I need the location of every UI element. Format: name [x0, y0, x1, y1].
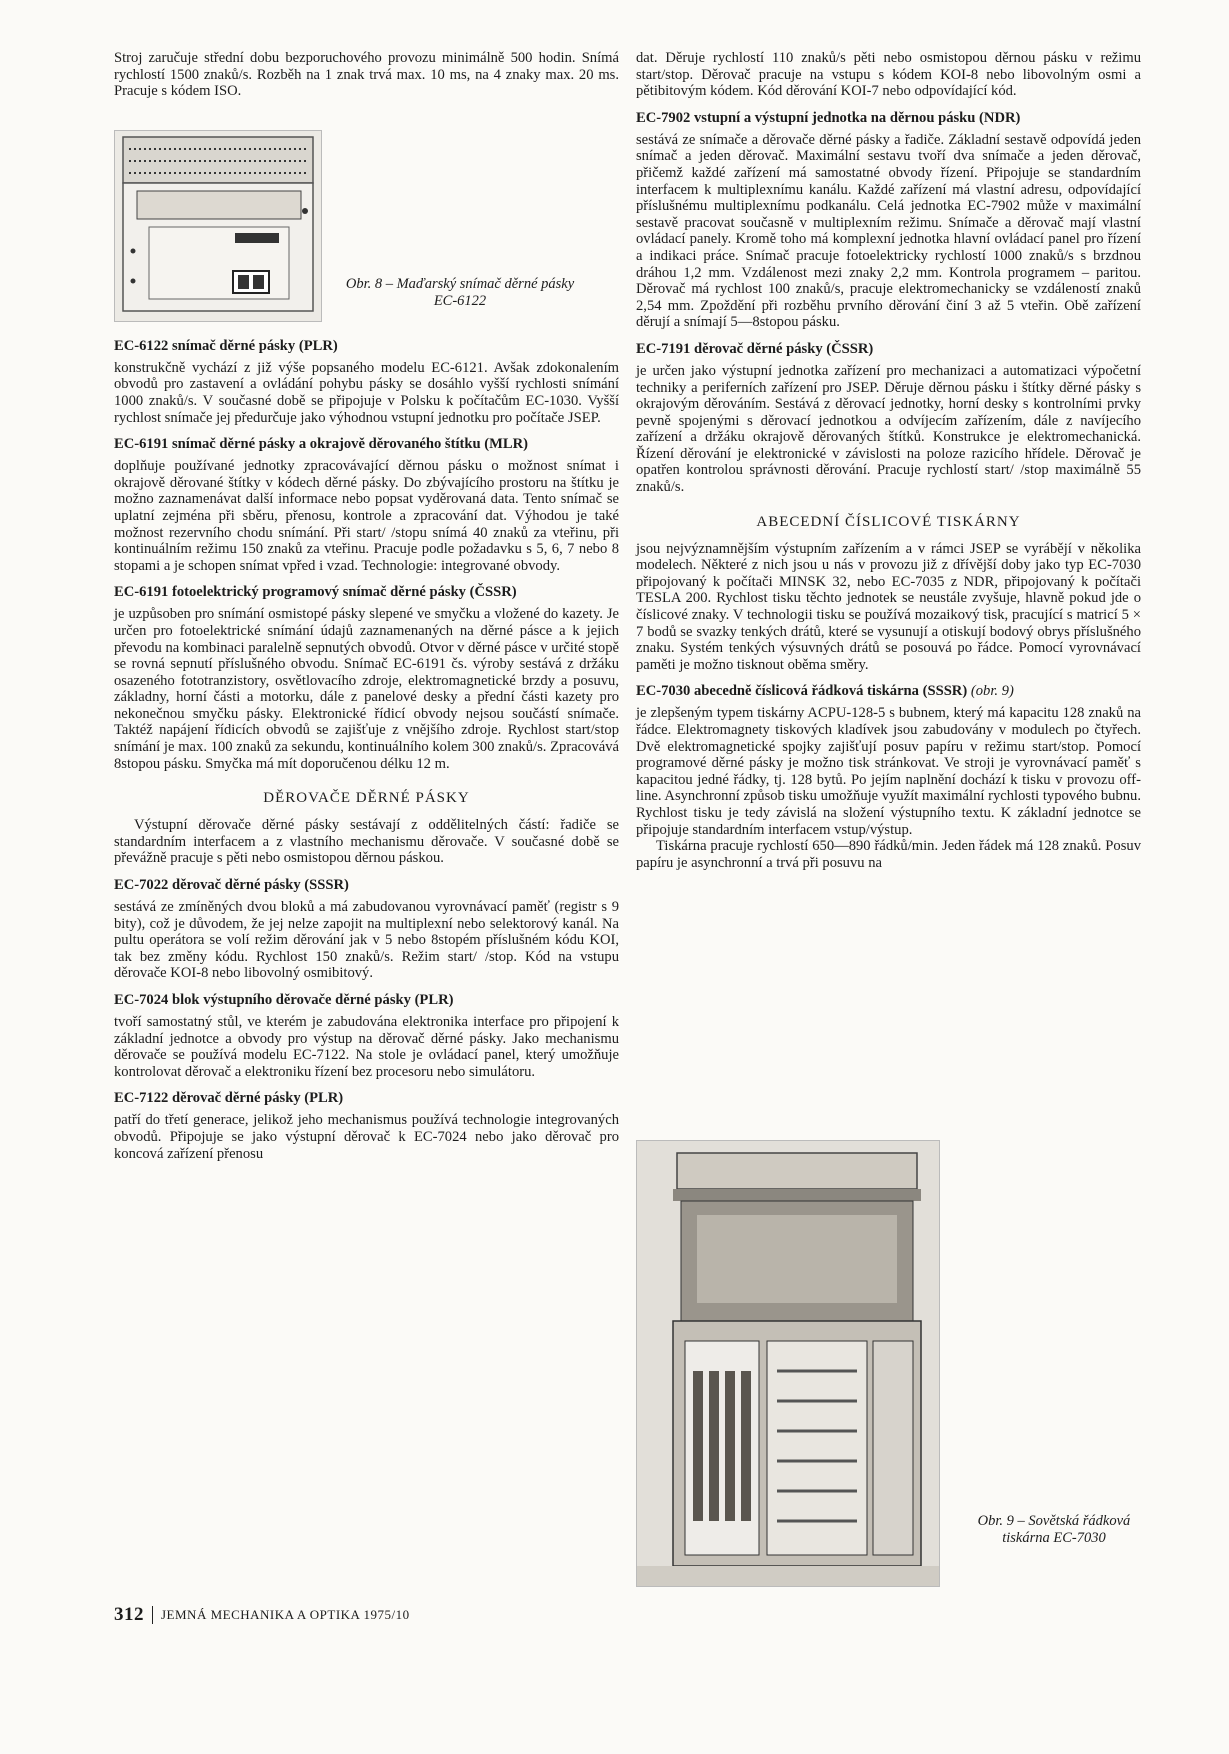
paragraph-derovace: Výstupní děrovače děrné pásky sestávají z oddělitelných částí: řadiče se standardním interfacem a z vlastního mechanismu děrovače. V současné době se převážně pracuje s pěti nebo osmistopou děrnou páskou. — [114, 817, 619, 867]
paragraph-intro-right: dat. Děruje rychlostí 110 znaků/s pěti nebo osmistopou děrnou pásku v režimu start/stop. Děrovač pracuje na vstupu s kódem KOI-8 nebo libovolným osmi a pětibitovým kódem. Kód děrování KOI-7 nebo odpovídající kód. — [636, 50, 1141, 100]
heading-ec-7030-text: EC-7030 abecedně číslicová řádková tiskárna (SSSR) — [636, 683, 968, 700]
journal-title: JEMNÁ MECHANIKA A OPTIKA 1975/10 — [161, 1607, 410, 1622]
figure-9-reference: (obr. 9) — [970, 683, 1014, 700]
heading-ec-7030 — [636, 683, 1141, 700]
page-number: 312 — [114, 1604, 144, 1625]
right-column — [636, 50, 1141, 871]
paragraph-ec-7122: patří do třetí generace, jelikož jeho mechanismus používá technologie integrovaných obvodů. Připojuje se jako výstupní děrovač k EC-7024 nebo jako děrovač pro koncová zařízení přenosu — [114, 1112, 619, 1162]
footer-divider — [152, 1606, 153, 1624]
paragraph-ec-6122: konstrukčně vychází z již výše popsaného modelu EC-6121. Avšak zdokonalením obvodů pro zastavení a ovládání pohybu pásky se dosáhlo vyšší rychlosti snímání 1000 znaků/s. V současné době se připojuje v Polsku k počítačům EC-1030. Vyšší rychlost snímače jej předurčuje jako výhodnou vstupní jednotku pro počítače JSEP. — [114, 359, 619, 426]
paragraph-tiskarny: jsou nejvýznamnějším výstupním zařízením a v rámci JSEP se vyrábějí v několika modelech. Některé z nich jsou u nás v provozu již z dřívější doby jako typ EC-7030 připojovaný k počítači MINSK 32, nebo EC-7035 z NDR, připojovaný k počítači TESLA 200. Rychlost tisku těchto jednotek se neustále zvyšuje, hlavně pokud jde o číslicové znaky. V technologii tisku se používá mozaikový tisk, pracující s matricí 5 × 7 bodů se svazky tenkých drátů, které se vysunují a otiskují bodový obrys příslušného znaku. Systém tenkých výsuvných drátů se posouvá po řádce. Pomocí vyrovnávací paměti je možno tisknout oběma směry. — [636, 540, 1141, 673]
left-column — [114, 50, 619, 1162]
paragraph-ec-7030: je zlepšeným typem tiskárny ACPU-128-5 s bubnem, který má kapacitu 128 znaků na řádce. Elektromagnety tiskových kladívek jsou zabudovány v modulech po čtyřech. Dvě elektromagnetické spojky zajišťují posuv papíru v režimu start/stop. Pomocí programové děrné pásky je možno tisk stránkovat. Ve stroji je vyrovnávací paměť s kapacitou jedné řádky, tj. 128 bytů. Po jejím naplnění dochází k tisku v provozu off-line. Asynchronní způsob tisku umožňuje využít maximální rychlosti typového bubnu. Rychlost tisku je tedy závislá na složení výstupního textu. K základní jednotce se připojuje standardním interfacem vstup/výstup. — [636, 705, 1141, 838]
figure-9-caption: Obr. 9 – Sovětská řádková tiskárna EC-7030 — [977, 1513, 1131, 1546]
heading-ec-7122: EC-7122 děrovač děrné pásky (PLR) — [114, 1090, 344, 1107]
heading-derovace: DĚROVAČE DĚRNÉ PÁSKY — [263, 790, 470, 807]
paragraph-ec-7030-speed: Tiskárna pracuje rychlostí 650—890 řádků/min. Jeden řádek má 128 znaků. Posuv papíru je asynchronní a trvá při posuvu na — [636, 838, 1141, 871]
tape-reader-photo — [114, 130, 322, 322]
figure-9 — [636, 1140, 1156, 1587]
paragraph-ec-6191-cssr: je uzpůsoben pro snímání osmistopé pásky slepené ve smyčku a vložené do kazety. Je určen pro fotoelektrické snímání údajů zaznamenaných na děrné pásce a k jejich převodu na kombinaci paralelně sepnutých obvodů. Otvor v děrné pásce v určité stopě se rovná sepnutí příslušného obvodu. Snímač EC-6191 čs. výroby sestává z držáku osazeného fototranzistory, osvětlovacího zdroje, elektromagnetické brzdy a posuvu, základny, horní části a motorku, dále z panelové desky a přední části kazety pro nekonečnou smyčku pásky. Elektronické řídicí obvody nejsou součástí snímače. Taktéž napájení řídicích obvodů se zajišťuje z vnějšího zdroje. Rychlost start/stop snímání je max. 100 znaků za sekundu, kontinuálního kolem 300 znaků/s. Zpracovává 8stopou pásku. Smyčka má mít doporučenou délku 12 m. — [114, 606, 619, 772]
heading-ec-6122: EC-6122 snímač děrné pásky (PLR) — [114, 337, 338, 354]
paragraph-ec-6191-mlr: doplňuje používané jednotky zpracovávající děrnou pásku o možnost snímat i okrajově děrované štítky v kódech děrné pásky. Do zbývajícího prostoru na štítku je možno zaznamenávat další informace nebo popsat vyděrovaná data. Tento snímač se uplatní zejména při sběru, přenosu, kontrole a zpracování dat. Výhodou je také možnost rezervního chodu snímání. Při start/ /stopu snímá 40 znaků za vteřinu, při kontinuálním režimu 150 znaků za vteřinu. Pracuje podle požadavku s 5, 6, 7 nebo 8 stopami a je schopen snímat vpřed i vzad. Technologie: integrované obvody. — [114, 458, 619, 574]
heading-ec-7191: EC-7191 děrovač děrné pásky (ČSSR) — [636, 340, 874, 357]
paragraph-intro-left: Stroj zaručuje střední dobu bezporuchového provozu minimálně 500 hodin. Snímá rychlostí 1500 znaků/s. Rozběh na 1 znak trvá max. 10 ms, na 4 znaky max. 20 ms. Pracuje s kódem ISO. — [114, 50, 619, 100]
figure-8 — [114, 130, 619, 322]
figure-8-caption: Obr. 8 – Maďarský snímač děrné pásky EC-6122 — [345, 275, 575, 309]
heading-tiskarny: ABECEDNÍ ČÍSLICOVÉ TISKÁRNY — [756, 513, 1021, 530]
paragraph-ec-7024: tvoří samostatný stůl, ve kterém je zabudována elektronika interface pro připojení k základní jednotce a obvody pro výstup na děrovač děrné pásky. Jako mechanismu děrovače se používá modelu EC-7122. Na stole je ovládací panel, který umožňuje kontrolovat děrovač a elektroniku řízení bez procesoru nebo simulátoru. — [114, 1014, 619, 1080]
line-printer-photo — [636, 1140, 940, 1587]
paragraph-ec-7191: je určen jako výstupní jednotka zařízení pro mechanizaci a automatizaci výpočetní techniky a periferních zařízení pro JSEP. Děruje děrnou pásku i štítky děrné pásky s okrajovým děrováním. Sestává z děrovací jednotky, horní desky s kontrolními prvky pevně spojenými s děrovací jednotkou a odvíjecím zařízením, dále z navíjecího zařízení a držáku okrajově děrovaných štítků. Konstrukce je elektromechanická. Řízení děrování je elektronické v závislosti na poloze razicího hřídele. Děrovač je opatřen kontrolou správnosti děrování. Pracuje rychlostí start/ /stop maximálně 55 znaků/s. — [636, 362, 1141, 496]
heading-ec-7022: EC-7022 děrovač děrné pásky (SSSR) — [114, 877, 349, 894]
heading-ec-7902: EC-7902 vstupní a výstupní jednotka na děrnou pásku (NDR) — [636, 109, 1021, 126]
page-footer — [114, 1604, 410, 1626]
heading-ec-7024: EC-7024 blok výstupního děrovače děrné pásky (PLR) — [114, 992, 454, 1008]
paragraph-ec-7902: sestává ze snímače a děrovače děrné pásky a řadiče. Základní sestavě odpovídá jeden snímač a jeden děrovač. Maximální sestavu tvoří dva snímače a jeden děrovač, přičemž každé zařízení má samostatné obvody řízení. Připojuje se standardním interfacem k multiplexnímu kanálu. Každé zařízení má vlastní adresu, odpovídající příslušnému multiplexnímu podkanálu. Celá jednotka EC-7902 může v maximální sestavě pracovat současně v multiplexním režimu. Snímače a děrovač mají vlastní ovládací panely. Kromě toho má komplexní jednotka hlavní ovládací panel pro řízení a indikaci práce. Snímač pracuje fotoelektricky rychlostí 1000 znaků/s s brzdnou dráhou 1,2 mm. Vzdálenost mezi znaky 2,2 mm. Kontrola programem – paritou. Děrovač má rychlost 100 znaků/s, pracuje elektromechanicky se vzdáleností znaků 2,54 mm. Zpoždění při rozběhu prvního děrování činí 3 až 5 vteřin. Obě zařízení děrují a snímají 5—8stopou pásku. — [636, 131, 1141, 331]
heading-ec-6191-mlr: EC-6191 snímač děrné pásky a okrajově děrovaného štítku (MLR) — [114, 436, 529, 453]
paragraph-ec-7022: sestává ze zmíněných dvou bloků a má zabudovanou vyrovnávací paměť (registr s 9 bity), což je důvodem, že jej nelze zapojit na multiplexní nebo selektorový kanál. Na pultu operátora se volí režim děrování jak v 5 nebo 8stopém příslušném kódu KOI, tak bez změny kódu. Rychlost 150 znaků/s. Režim start/ /stop. Kód na vstupu děrovače KOI-8 nebo libovolný osmibitový. — [114, 899, 619, 982]
heading-ec-6191-cssr: EC-6191 fotoelektrický programový snímač děrné pásky (ČSSR) — [114, 584, 517, 601]
